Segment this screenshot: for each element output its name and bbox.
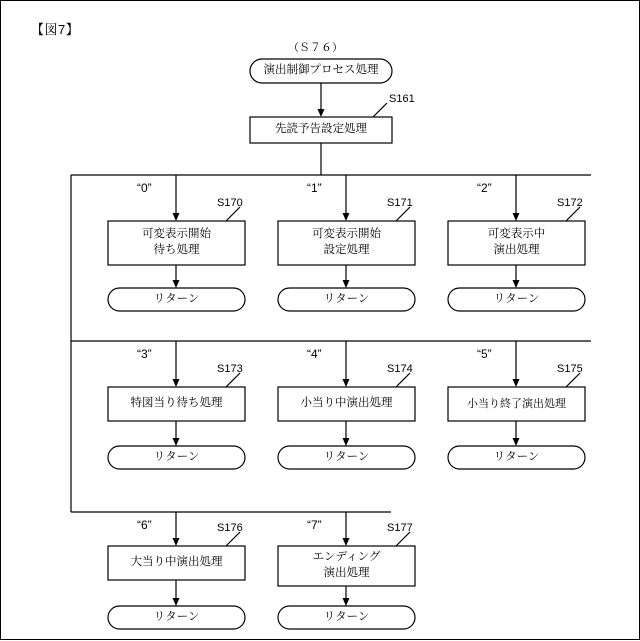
step-tag-s171: S171 bbox=[387, 197, 413, 209]
node-return-6: リターン bbox=[153, 610, 200, 623]
node-s170: 可変表示開始 待ち処理 bbox=[142, 228, 211, 256]
step-tag-s173: S173 bbox=[217, 363, 243, 375]
step-tag-s177: S177 bbox=[387, 522, 413, 534]
node-return-7: リターン bbox=[323, 610, 370, 623]
branch-label-2: “2” bbox=[477, 181, 492, 195]
branch-label-5: “5” bbox=[477, 347, 492, 361]
node-s172: 可変表示中 演出処理 bbox=[487, 228, 546, 256]
node-s173: 特図当り待ち処理 bbox=[130, 397, 223, 410]
node-s174: 小当り中演出処理 bbox=[300, 397, 393, 410]
step-tag-s170: S170 bbox=[217, 197, 243, 209]
node-s176: 大当り中演出処理 bbox=[130, 556, 223, 569]
branch-label-6: “6” bbox=[137, 518, 152, 532]
node-start: 演出制御プロセス処理 bbox=[263, 64, 379, 77]
node-s177: エンディング 演出処理 bbox=[312, 551, 381, 579]
node-s175: 小当り終了演出処理 bbox=[467, 397, 566, 410]
branch-label-3: “3” bbox=[137, 347, 152, 361]
step-tag-s172: S172 bbox=[557, 197, 583, 209]
node-return-1: リターン bbox=[323, 292, 370, 305]
node-return-0: リターン bbox=[153, 292, 200, 305]
node-return-3: リターン bbox=[153, 450, 200, 463]
process-step-tag-s76: （Ｓ７６） bbox=[288, 42, 343, 54]
branch-label-0: “0” bbox=[137, 181, 152, 195]
node-return-5: リターン bbox=[493, 450, 540, 463]
node-return-2: リターン bbox=[493, 292, 540, 305]
flowchart-lines bbox=[1, 1, 640, 641]
step-tag-s175: S175 bbox=[557, 363, 583, 375]
branch-label-1: “1” bbox=[307, 181, 322, 195]
node-s161: 先読予告設定処理 bbox=[275, 123, 367, 136]
node-s171: 可変表示開始 設定処理 bbox=[312, 228, 381, 256]
branch-label-4: “4” bbox=[307, 347, 322, 361]
figure-label: 【図7】 bbox=[31, 22, 80, 37]
node-return-4: リターン bbox=[323, 450, 370, 463]
step-tag-s174: S174 bbox=[387, 363, 413, 375]
branch-label-7: “7” bbox=[307, 518, 322, 532]
step-tag-s161: S161 bbox=[389, 93, 415, 105]
step-tag-s176: S176 bbox=[217, 522, 243, 534]
